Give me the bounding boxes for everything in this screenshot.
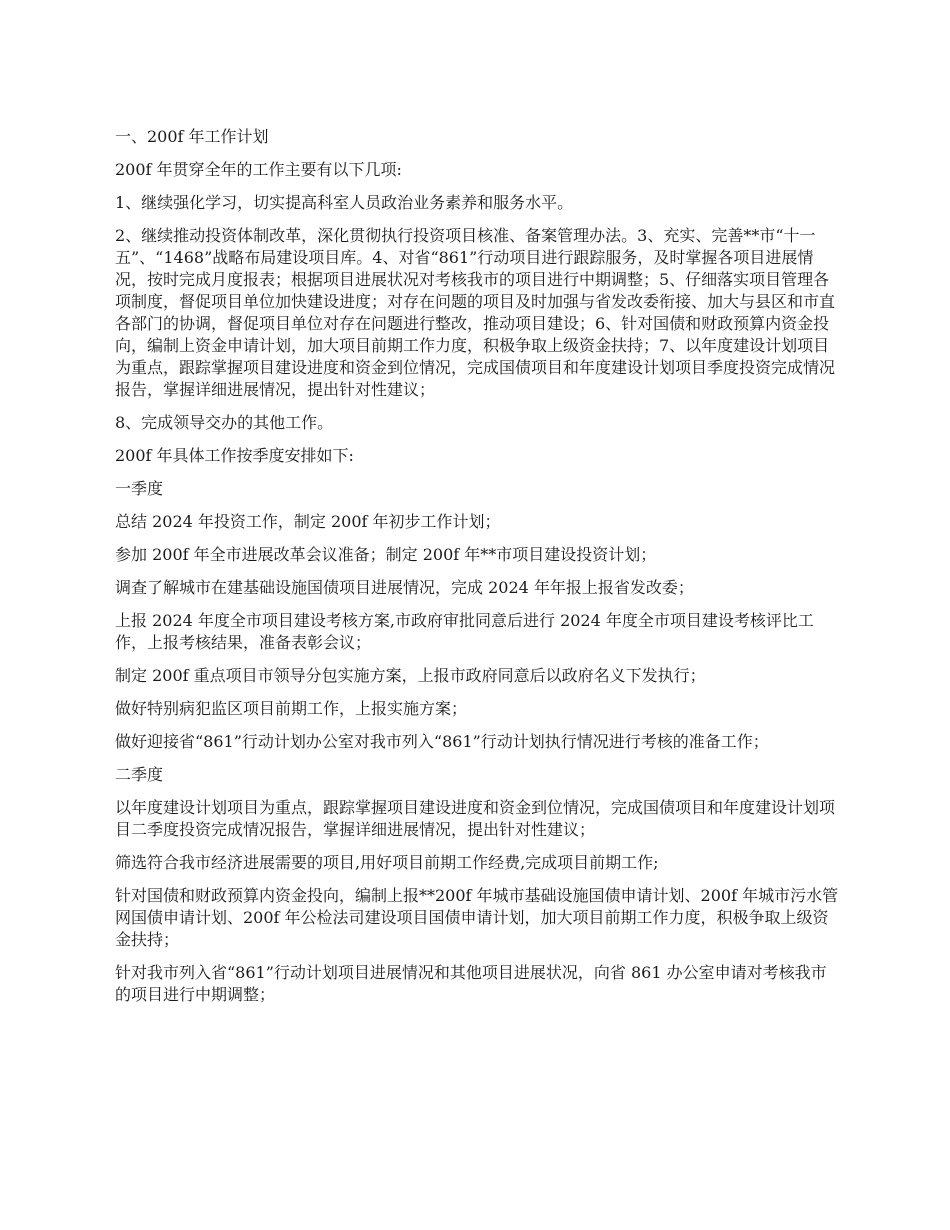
paragraph-q1-item: 调查了解城市在建基础设施国债项目进展情况，完成 2024 年年报上报省发改委； <box>115 578 694 597</box>
paragraph-item-1: 1、继续强化学习，切实提高科室人员政治业务素养和服务水平。 <box>115 193 574 212</box>
paragraph-items-2-7: 2、继续推动投资体制改革，深化贯彻执行投资项目核准、备案管理办法。3、充实、完善**市“十一五”、“1468”战略布局建设项目库。4、对省“861”行动项目进行跟踪服务，及时掌握各项目进展情况，按时完成月度报表；根据项目进展状况对考核我市的项目进行中期调整；5、仔细落实项目管理各项制度，督促项目单位加快建设进度；对存在问题的项目及时加强与省发改委衔接、加大与县区和市直各部门的协调，督促项目单位对存在问题进行整改，推动项目建设；6、针对国债和财政预算内资金投向，编制上资金申请计划，加大项目前期工作力度，积极争取上级资金扶持；7、以年度建设计划项目为重点，跟踪掌握项目建设进度和资金到位情况，完成国债项目和年度建设计划项目季度投资完成情况报告，掌握详细进展情况，提出针对性建议； <box>115 226 836 399</box>
paragraph-q2-item: 筛选符合我市经济进展需要的项目,用好项目前期工作经费,完成项目前期工作; <box>115 853 659 872</box>
document-body <box>115 126 840 1017</box>
paragraph-q1-item: 上报 2024 年度全市项目建设考核方案,市政府审批同意后进行 2024 年度全市项目建设考核评比工作，上报考核结果，准备表彰会议； <box>115 611 814 652</box>
paragraph-q1-item: 制定 200f 重点项目市领导分包实施方案，上报市政府同意后以政府名义下发执行； <box>115 666 706 685</box>
paragraph-q1-item: 总结 2024 年投资工作，制定 200f 年初步工作计划； <box>115 512 501 531</box>
paragraph-q2-item: 针对我市列入省“861”行动计划项目进展情况和其他项目进展状况，向省 861 办公室申请对考核我市的项目进行中期调整； <box>115 963 827 1004</box>
paragraph-q1-item: 做好特别病犯监区项目前期工作，上报实施方案； <box>115 699 468 718</box>
paragraph-q1-item: 做好迎接省“861”行动计划办公室对我市列入“861”行动计划执行情况进行考核的准备工作； <box>115 732 769 751</box>
heading-q1: 一季度 <box>115 479 164 498</box>
paragraph-intro: 200f 年贯穿全年的工作主要有以下几项: <box>115 160 402 179</box>
heading-q2: 二季度 <box>115 765 164 784</box>
paragraph-q2-item: 针对国债和财政预算内资金投向，编制上报**200f 年城市基础设施国债申请计划、200f 年城市污水管网国债申请计划、200f 年公检法司建设项目国债申请计划，加大项目前期工作力度，积极争取上级资金扶持； <box>115 886 839 949</box>
paragraph-q1-item: 参加 200f 年全市进展改革会议准备；制定 200f 年**市项目建设投资计划； <box>115 545 657 564</box>
paragraph-q2-item: 以年度建设计划项目为重点，跟踪掌握项目建设进度和资金到位情况，完成国债项目和年度建设计划项目二季度投资完成情况报告，掌握详细进展情况，提出针对性建议； <box>115 798 836 839</box>
paragraph-item-8: 8、完成领导交办的其他工作。 <box>115 413 334 432</box>
heading-2006-work-plan: 一、200f 年工作计划 <box>115 127 269 146</box>
paragraph-quarterly-intro: 200f 年具体工作按季度安排如下: <box>115 446 354 465</box>
